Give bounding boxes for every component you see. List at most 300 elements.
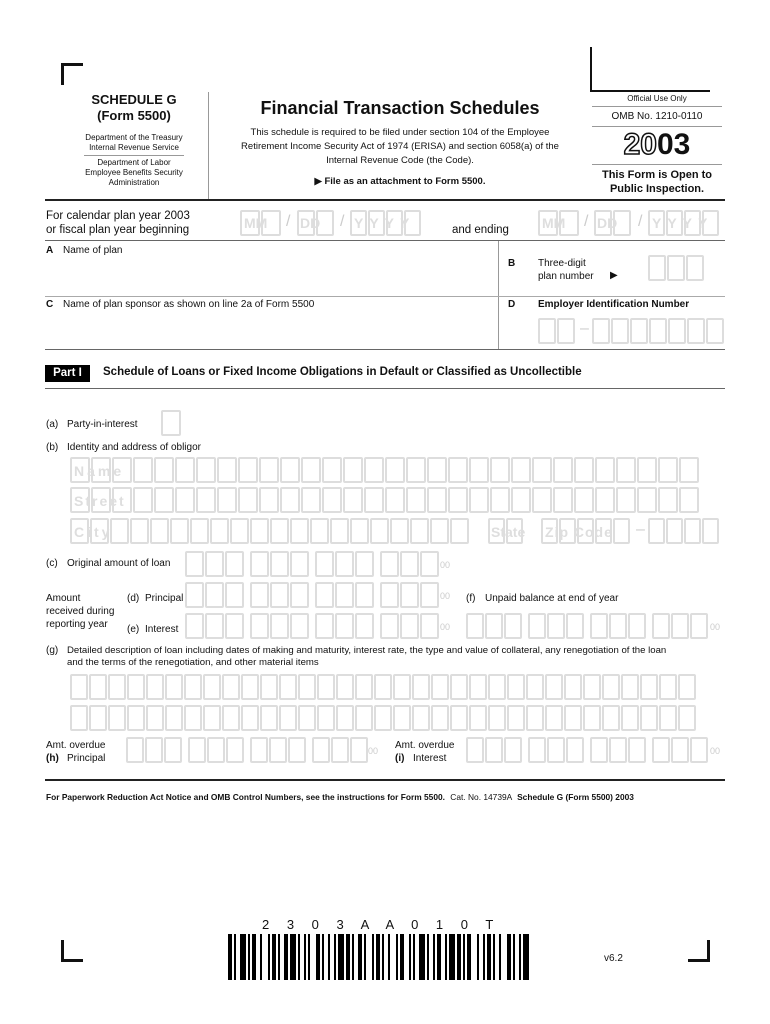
digit-box[interactable] (185, 551, 204, 577)
tax-year-prefix: 20 (623, 128, 657, 161)
digit-box[interactable] (188, 737, 206, 763)
digit-box[interactable] (260, 705, 278, 731)
digit-box[interactable] (301, 457, 321, 483)
digit-box[interactable] (335, 551, 354, 577)
digit-box[interactable] (485, 613, 503, 639)
digit-box[interactable] (241, 674, 259, 700)
party-in-interest-checkbox[interactable] (161, 410, 182, 436)
digit-box[interactable] (364, 487, 384, 513)
digit-box[interactable] (628, 613, 646, 639)
interest-overdue-cents: 00 (710, 746, 721, 756)
digit-box[interactable] (385, 457, 405, 483)
digit-box[interactable] (336, 674, 354, 700)
digit-box[interactable] (450, 674, 468, 700)
digit-box[interactable] (259, 487, 279, 513)
digit-box[interactable] (511, 457, 531, 483)
omb-number: OMB No. 1210-0110 (611, 111, 703, 122)
part-1-tag (45, 365, 90, 382)
digit-box[interactable] (217, 487, 237, 513)
digit-box[interactable] (595, 457, 615, 483)
begin-year-placeholder: YYYY (354, 215, 416, 231)
digit-box[interactable] (130, 518, 149, 544)
digit-box[interactable] (355, 613, 374, 639)
digit-box[interactable] (574, 457, 594, 483)
digit-box[interactable] (146, 705, 164, 731)
digit-box[interactable] (154, 487, 174, 513)
digit-box[interactable] (315, 613, 334, 639)
form-label: (Form 5500) (97, 108, 171, 123)
digit-box[interactable] (380, 582, 399, 608)
digit-box[interactable] (207, 737, 225, 763)
obligor-name-boxes[interactable] (70, 457, 700, 483)
digit-box[interactable] (466, 613, 484, 639)
original-amount-cents: 00 (440, 560, 451, 570)
digit-box[interactable] (602, 705, 620, 731)
digit-box[interactable] (196, 487, 216, 513)
digit-box[interactable] (225, 551, 244, 577)
line-b-label-1: Three-digit (538, 258, 586, 269)
digit-box[interactable] (526, 674, 544, 700)
obligor-city-placeholder: City (74, 524, 113, 540)
digit-box[interactable] (322, 487, 342, 513)
description-line-1: This schedule is required to be filed under section 104 of the Employee (250, 127, 550, 138)
digit-box[interactable] (184, 705, 202, 731)
digit-box[interactable] (185, 613, 204, 639)
obligor-name-placeholder: Name (74, 463, 125, 479)
original-amount-boxes[interactable] (185, 551, 440, 577)
digit-box[interactable] (196, 457, 216, 483)
digit-box[interactable] (469, 487, 489, 513)
digit-box[interactable] (350, 518, 369, 544)
digit-box[interactable] (336, 705, 354, 731)
digit-box[interactable] (165, 674, 183, 700)
digit-box[interactable] (238, 487, 258, 513)
digit-box[interactable] (70, 705, 88, 731)
digit-box[interactable] (553, 487, 573, 513)
digit-box[interactable] (230, 518, 249, 544)
digit-box[interactable] (364, 457, 384, 483)
digit-box[interactable] (290, 518, 309, 544)
digit-box[interactable] (687, 318, 705, 344)
digit-box[interactable] (538, 318, 556, 344)
line-d-letter: D (508, 299, 516, 310)
footer-top-rule (45, 779, 725, 781)
digit-box[interactable] (355, 551, 374, 577)
digit-box[interactable] (145, 737, 163, 763)
digit-box[interactable] (259, 457, 279, 483)
plan-number-boxes[interactable] (648, 255, 705, 281)
digit-box[interactable] (250, 613, 269, 639)
digit-box[interactable] (133, 487, 153, 513)
digit-box[interactable] (469, 674, 487, 700)
digit-box[interactable] (406, 487, 426, 513)
digit-box[interactable] (374, 705, 392, 731)
digit-box[interactable] (652, 613, 670, 639)
digit-box[interactable] (270, 582, 289, 608)
digit-box[interactable] (210, 518, 229, 544)
digit-box[interactable] (450, 705, 468, 731)
digit-box[interactable] (430, 518, 449, 544)
digit-box[interactable] (370, 518, 389, 544)
barcode-image (228, 934, 532, 980)
digit-box[interactable] (668, 318, 686, 344)
digit-box[interactable] (420, 551, 439, 577)
digit-box[interactable] (238, 457, 258, 483)
digit-box[interactable] (706, 318, 724, 344)
digit-box[interactable] (528, 737, 546, 763)
item-a-label: Party-in-interest (67, 419, 138, 430)
paperwork-notice: For Paperwork Reduction Act Notice and OMB Control Numbers, see the instructions for Form 5500. (46, 792, 445, 802)
digit-box[interactable] (427, 457, 447, 483)
year-bottom-rule (592, 164, 722, 165)
digit-box[interactable] (222, 674, 240, 700)
digit-box[interactable] (590, 613, 608, 639)
digit-box[interactable] (609, 613, 627, 639)
digit-box[interactable] (678, 705, 696, 731)
digit-box[interactable] (640, 674, 658, 700)
digit-box[interactable] (298, 705, 316, 731)
digit-box[interactable] (488, 674, 506, 700)
digit-box[interactable] (566, 737, 584, 763)
digit-box[interactable] (671, 613, 689, 639)
catalog-number: Cat. No. 14739A (450, 792, 512, 802)
digit-box[interactable] (185, 582, 204, 608)
amount-received-label-3: reporting year (46, 619, 108, 630)
digit-box[interactable] (628, 737, 646, 763)
digit-box[interactable] (280, 487, 300, 513)
digit-box[interactable] (315, 582, 334, 608)
digit-box[interactable] (684, 518, 701, 544)
digit-box[interactable] (390, 518, 409, 544)
item-h-letter: (h) (46, 753, 59, 764)
digit-box[interactable] (564, 705, 582, 731)
digit-box[interactable] (686, 255, 704, 281)
digit-box[interactable] (154, 457, 174, 483)
interest-received-cents: 00 (440, 622, 451, 632)
digit-box[interactable] (260, 674, 278, 700)
digit-box[interactable] (270, 551, 289, 577)
digit-box[interactable] (679, 457, 699, 483)
digit-box[interactable] (322, 457, 342, 483)
line-a-letter: A (46, 245, 54, 256)
begin-day-placeholder: DD (300, 215, 321, 231)
digit-box[interactable] (127, 705, 145, 731)
digit-box[interactable] (690, 613, 708, 639)
digit-box[interactable] (592, 318, 610, 344)
item-g-label-1: Detailed description of loan including dates of making and maturity, interest rate, the type and value of collateral, any renegotiation of the loan (67, 645, 667, 656)
digit-box[interactable] (659, 674, 677, 700)
digit-box[interactable] (507, 674, 525, 700)
digit-box[interactable] (649, 318, 667, 344)
digit-box[interactable] (547, 613, 565, 639)
digit-box[interactable] (427, 487, 447, 513)
digit-box[interactable] (279, 705, 297, 731)
line-ab-divider (498, 241, 499, 297)
digit-box[interactable] (350, 737, 368, 763)
arrow-right-icon: ▶ (610, 270, 618, 281)
digit-box[interactable] (335, 582, 354, 608)
digit-box[interactable] (290, 551, 309, 577)
schedule-label: SCHEDULE G (91, 92, 177, 107)
digit-box[interactable] (270, 613, 289, 639)
ein-suffix-boxes[interactable] (592, 318, 725, 344)
obligor-zip4-boxes[interactable] (648, 518, 720, 544)
digit-box[interactable] (667, 255, 685, 281)
digit-box[interactable] (280, 457, 300, 483)
header-bottom-rule (45, 199, 725, 201)
digit-box[interactable] (485, 737, 503, 763)
amount-received-label-1: Amount (46, 593, 81, 604)
digit-box[interactable] (290, 582, 309, 608)
digit-box[interactable] (393, 705, 411, 731)
checkbox[interactable] (161, 410, 181, 436)
unpaid-balance-boxes[interactable] (466, 613, 709, 639)
digit-box[interactable] (380, 551, 399, 577)
digit-box[interactable] (89, 674, 107, 700)
digit-box[interactable] (205, 582, 224, 608)
digit-box[interactable] (637, 487, 657, 513)
digit-box[interactable] (165, 705, 183, 731)
digit-box[interactable] (70, 674, 88, 700)
digit-box[interactable] (184, 674, 202, 700)
digit-box[interactable] (504, 737, 522, 763)
digit-box[interactable] (648, 255, 666, 281)
digit-box[interactable] (400, 613, 419, 639)
begin-month-placeholder: MM (244, 215, 268, 231)
digit-box[interactable] (170, 518, 189, 544)
digit-box[interactable] (126, 737, 144, 763)
footer-schedule-label: Schedule G (Form 5500) 2003 (517, 792, 634, 802)
digit-box[interactable] (89, 705, 107, 731)
digit-box[interactable] (222, 705, 240, 731)
digit-box[interactable] (301, 487, 321, 513)
digit-box[interactable] (566, 613, 584, 639)
obligor-street-boxes[interactable] (70, 487, 700, 513)
digit-box[interactable] (133, 457, 153, 483)
digit-box[interactable] (288, 737, 306, 763)
digit-box[interactable] (335, 613, 354, 639)
digit-box[interactable] (298, 674, 316, 700)
digit-box[interactable] (507, 705, 525, 731)
dept-irs: Internal Revenue Service (89, 143, 179, 152)
digit-box[interactable] (205, 551, 224, 577)
digit-box[interactable] (217, 457, 237, 483)
digit-box[interactable] (355, 582, 374, 608)
amt-overdue-label-h: Amt. overdue (46, 740, 106, 751)
digit-box[interactable] (702, 518, 719, 544)
digit-box[interactable] (545, 705, 563, 731)
header-divider-left (208, 92, 209, 199)
digit-box[interactable] (640, 705, 658, 731)
digit-box[interactable] (355, 705, 373, 731)
date-separator: / (340, 213, 345, 230)
digit-box[interactable] (317, 674, 335, 700)
digit-box[interactable] (469, 705, 487, 731)
digit-box[interactable] (400, 551, 419, 577)
digit-box[interactable] (488, 705, 506, 731)
digit-box[interactable] (317, 705, 335, 731)
digit-box[interactable] (250, 551, 269, 577)
digit-box[interactable] (469, 457, 489, 483)
digit-box[interactable] (648, 518, 665, 544)
digit-box[interactable] (190, 518, 209, 544)
digit-box[interactable] (659, 705, 677, 731)
digit-box[interactable] (226, 737, 244, 763)
digit-box[interactable] (431, 674, 449, 700)
digit-box[interactable] (315, 551, 334, 577)
dept-labor: Department of Labor (97, 158, 171, 167)
digit-box[interactable] (150, 518, 169, 544)
digit-box[interactable] (110, 518, 129, 544)
digit-box[interactable] (574, 487, 594, 513)
digit-box[interactable] (490, 457, 510, 483)
description-boxes-row-2[interactable] (70, 705, 697, 731)
digit-box[interactable] (146, 674, 164, 700)
digit-box[interactable] (108, 674, 126, 700)
item-d-label: Principal (145, 593, 184, 604)
digit-box[interactable] (330, 518, 349, 544)
obligor-city-boxes[interactable] (70, 518, 470, 544)
item-b-letter: (b) (46, 442, 59, 453)
digit-box[interactable] (621, 705, 639, 731)
principal-overdue-boxes[interactable] (126, 737, 369, 763)
digit-box[interactable] (205, 613, 224, 639)
digit-box[interactable] (679, 487, 699, 513)
digit-box[interactable] (410, 518, 429, 544)
digit-box[interactable] (490, 487, 510, 513)
digit-box[interactable] (678, 674, 696, 700)
digit-box[interactable] (564, 674, 582, 700)
digit-box[interactable] (528, 613, 546, 639)
principal-overdue-cents: 00 (368, 746, 379, 756)
digit-box[interactable] (532, 457, 552, 483)
version-label: v6.2 (604, 953, 623, 964)
digit-box[interactable] (658, 457, 678, 483)
digit-box[interactable] (613, 518, 630, 544)
line-c-letter: C (46, 299, 54, 310)
item-c-label: Original amount of loan (67, 558, 171, 569)
digit-box[interactable] (269, 737, 287, 763)
digit-box[interactable] (690, 737, 708, 763)
digit-box[interactable] (250, 737, 268, 763)
digit-box[interactable] (652, 737, 670, 763)
digit-box[interactable] (175, 487, 195, 513)
digit-box[interactable] (127, 674, 145, 700)
dept-admin: Administration (108, 178, 160, 187)
digit-box[interactable] (637, 457, 657, 483)
ein-prefix-boxes[interactable] (538, 318, 576, 344)
digit-box[interactable] (553, 457, 573, 483)
digit-box[interactable] (466, 737, 484, 763)
digit-box[interactable] (355, 674, 373, 700)
digit-box[interactable] (630, 318, 648, 344)
digit-box[interactable] (595, 487, 615, 513)
tax-year-suffix: 03 (657, 128, 691, 161)
item-a-letter: (a) (46, 419, 59, 430)
public-inspection-line-2: Public Inspection. (609, 183, 705, 195)
digit-box[interactable] (420, 613, 439, 639)
digit-box[interactable] (450, 518, 469, 544)
footer-line (46, 792, 726, 802)
digit-box[interactable] (250, 518, 269, 544)
digit-box[interactable] (412, 705, 430, 731)
principal-received-boxes[interactable] (185, 582, 440, 608)
digit-box[interactable] (671, 737, 689, 763)
digit-box[interactable] (393, 674, 411, 700)
digit-box[interactable] (343, 487, 363, 513)
item-h-label: Principal (67, 753, 106, 764)
digit-box[interactable] (504, 613, 522, 639)
digit-box[interactable] (621, 674, 639, 700)
digit-box[interactable] (241, 705, 259, 731)
digit-box[interactable] (385, 487, 405, 513)
part-1-bottom-rule (45, 388, 725, 389)
digit-box[interactable] (250, 582, 269, 608)
digit-box[interactable] (203, 674, 221, 700)
digit-box[interactable] (406, 457, 426, 483)
date-separator: / (584, 213, 589, 230)
digit-box[interactable] (225, 613, 244, 639)
digit-box[interactable] (203, 705, 221, 731)
digit-box[interactable] (164, 737, 182, 763)
item-g-letter: (g) (46, 645, 59, 656)
digit-box[interactable] (545, 674, 563, 700)
digit-box[interactable] (400, 582, 419, 608)
digit-box[interactable] (602, 674, 620, 700)
digit-box[interactable] (420, 582, 439, 608)
public-inspection-line-1: This Form is Open to (601, 169, 712, 181)
digit-box[interactable] (431, 705, 449, 731)
digit-box[interactable] (380, 613, 399, 639)
digit-box[interactable] (532, 487, 552, 513)
line-d-bottom-rule (45, 349, 725, 350)
digit-box[interactable] (448, 457, 468, 483)
digit-box[interactable] (290, 613, 309, 639)
digit-box[interactable] (526, 705, 544, 731)
calendar-bottom-rule (45, 240, 725, 241)
digit-box[interactable] (310, 518, 329, 544)
digit-box[interactable] (270, 518, 289, 544)
digit-box[interactable] (343, 457, 363, 483)
public-inspection (592, 169, 722, 195)
digit-box[interactable] (616, 457, 636, 483)
digit-box[interactable] (583, 674, 601, 700)
description-boxes-row-1[interactable] (70, 674, 697, 700)
digit-box[interactable] (225, 582, 244, 608)
official-use-block (592, 94, 722, 103)
interest-overdue-boxes[interactable] (466, 737, 709, 763)
digit-box[interactable] (609, 737, 627, 763)
digit-box[interactable] (511, 487, 531, 513)
digit-box[interactable] (547, 737, 565, 763)
digit-box[interactable] (412, 674, 430, 700)
digit-box[interactable] (448, 487, 468, 513)
digit-box[interactable] (175, 457, 195, 483)
digit-box[interactable] (590, 737, 608, 763)
digit-box[interactable] (666, 518, 683, 544)
interest-received-boxes[interactable] (185, 613, 440, 639)
digit-box[interactable] (331, 737, 349, 763)
digit-box[interactable] (312, 737, 330, 763)
digit-box[interactable] (557, 318, 575, 344)
digit-box[interactable] (374, 674, 392, 700)
digit-box[interactable] (279, 674, 297, 700)
digit-box[interactable] (616, 487, 636, 513)
digit-box[interactable] (658, 487, 678, 513)
digit-box[interactable] (583, 705, 601, 731)
digit-box[interactable] (611, 318, 629, 344)
digit-box[interactable] (108, 705, 126, 731)
